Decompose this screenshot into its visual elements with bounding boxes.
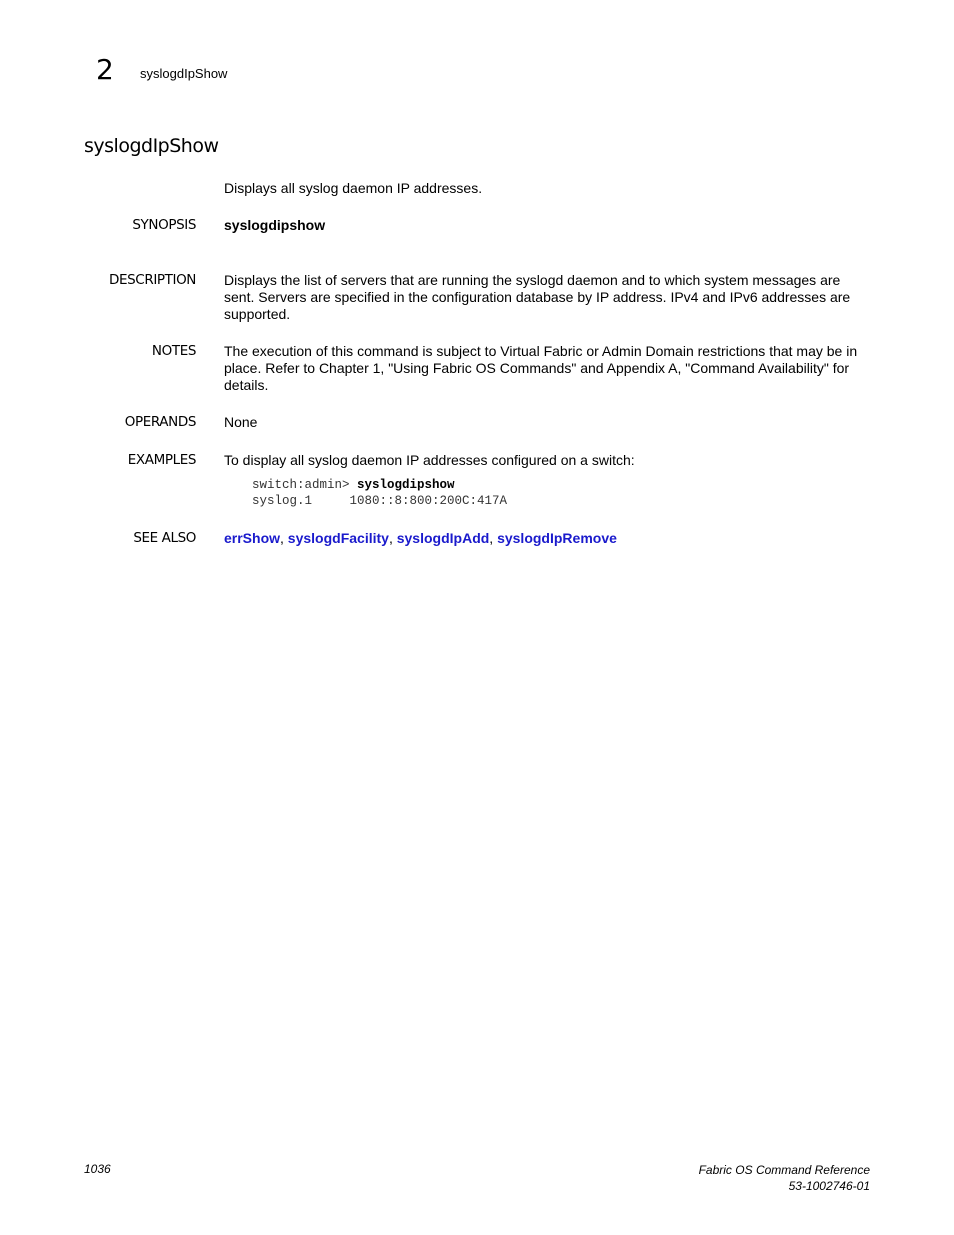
synopsis-text: syslogdipshow [224,217,326,233]
page-title: syslogdIpShow [84,135,219,157]
examples-label: EXAMPLES [127,452,196,468]
notes-label: NOTES [151,343,196,359]
example-command-line [252,477,455,493]
chapter-number: 2 [96,53,114,86]
example-command: syslogdipshow [357,478,455,492]
link-syslogdipremove[interactable]: syslogdIpRemove [497,530,617,546]
link-syslogdfacility[interactable]: syslogdFacility [287,530,389,546]
operands-text: None [224,414,258,430]
page-number: 1036 [84,1162,111,1176]
book-title: Fabric OS Command Reference [698,1163,870,1177]
see-also-label: SEE ALSO [133,530,196,546]
examples-intro: To display all syslog daemon IP addresses configured on a switch: [224,452,635,468]
link-syslogdipadd[interactable]: syslogdIpAdd [396,530,490,546]
notes-text: The execution of this command is subject to Virtual Fabric or Admin Domain restrictions that may be in place. Refer to Chapter 1, "Using Fabric OS Commands" and Appendix A, "Command Availability" for details. [224,343,858,393]
operands-label: OPERANDS [124,414,196,430]
command-summary: Displays all syslog daemon IP addresses. [224,180,483,196]
link-separator: , [280,530,288,546]
example-prompt: switch:admin> [252,478,358,492]
footer-info [699,1162,870,1194]
running-title: syslogdIpShow [140,66,228,81]
link-separator: , [388,530,397,546]
description-text: Displays the list of servers that are running the syslogd daemon and to which system messages are sent. Servers are specified in the configuration database by IP address. IPv4 and IPv6 addresses are supported. [224,272,851,322]
link-separator: , [489,530,498,546]
synopsis-label: SYNOPSIS [132,217,196,233]
example-output-line: syslog.1 1080::8:800:200C:417A [252,494,508,508]
link-errshow[interactable]: errShow [224,530,281,546]
see-also-links [224,530,874,547]
doc-number: 53-1002746-01 [788,1179,870,1193]
description-label: DESCRIPTION [109,272,196,288]
